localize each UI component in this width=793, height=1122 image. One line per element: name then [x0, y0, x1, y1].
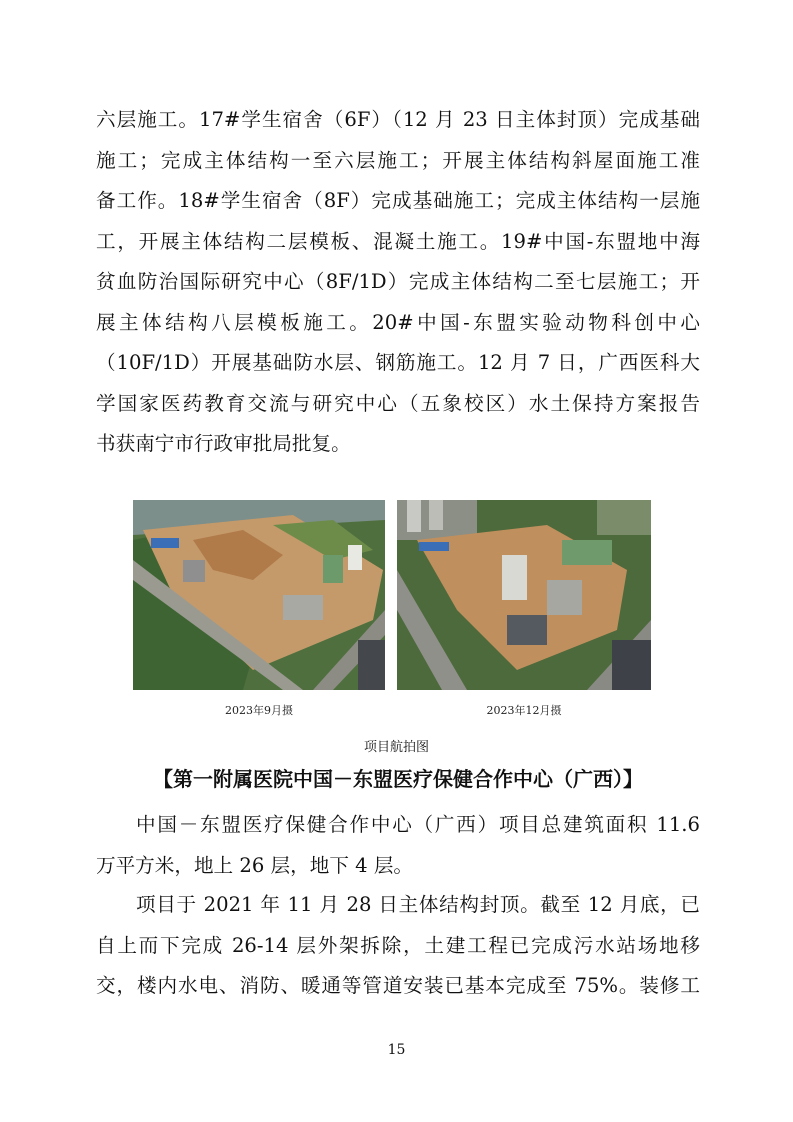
text-line: 交，楼内水电、消防、暖通等管道安装已基本完成至 75%。装修工 [96, 974, 700, 997]
text-line: 学国家医药教育交流与研究中心（五象校区）水土保持方案报告 [96, 391, 700, 415]
text-line: 六层施工。17#学生宿舍（6F）（12 月 23 日主体封顶）完成基础 [96, 108, 700, 131]
aerial-photo-image [133, 500, 385, 690]
text-line: 展主体结构八层模板施工。20#中国-东盟实验动物科创中心 [96, 310, 700, 334]
aerial-photo-dec-2023 [397, 500, 651, 690]
text-line: 施工；完成主体结构一至六层施工；开展主体结构斜屋面施工准 [96, 148, 700, 172]
photo-caption: 2023年12月摄 [486, 704, 562, 717]
page-number: 15 [387, 1042, 406, 1058]
body-paragraph-1 [96, 100, 700, 465]
aerial-photo-image [397, 500, 651, 690]
text-line: 备工作。18#学生宿舍（8F）完成基础施工；完成主体结构一层施 [96, 189, 700, 212]
text-line: 自上而下完成 26-14 层外架拆除，土建工程已完成污水站场地移 [96, 933, 700, 957]
text-line: 贫血防治国际研究中心（8F/1D）完成主体结构二至七层施工；开 [96, 270, 700, 293]
text-line: （10F/1D）开展基础防水层、钢筋施工。12 月 7 日，广西医科大 [96, 351, 700, 374]
body-paragraph-3 [96, 885, 700, 1007]
text-line: 中国－东盟医疗保健合作中心（广西）项目总建筑面积 11.6 [136, 813, 700, 836]
figure-title: 项目航拍图 [363, 740, 429, 755]
body-paragraph-2 [96, 805, 700, 886]
text-line: 书获南宁市行政审批局批复。 [96, 432, 351, 455]
text-line: 工，开展主体结构二层模板、混凝土施工。19#中国-东盟地中海 [96, 229, 700, 253]
photo-caption: 2023年9月摄 [225, 704, 293, 717]
aerial-photo-sep-2023 [133, 500, 385, 690]
text-line: 项目于 2021 年 11 月 28 日主体结构封顶。截至 12 月底，已 [136, 893, 700, 916]
section-heading: 【第一附属医院中国－东盟医疗保健合作中心（广西）】 [153, 767, 643, 791]
text-line: 万平方米，地上 26 层，地下 4 层。 [96, 853, 414, 877]
